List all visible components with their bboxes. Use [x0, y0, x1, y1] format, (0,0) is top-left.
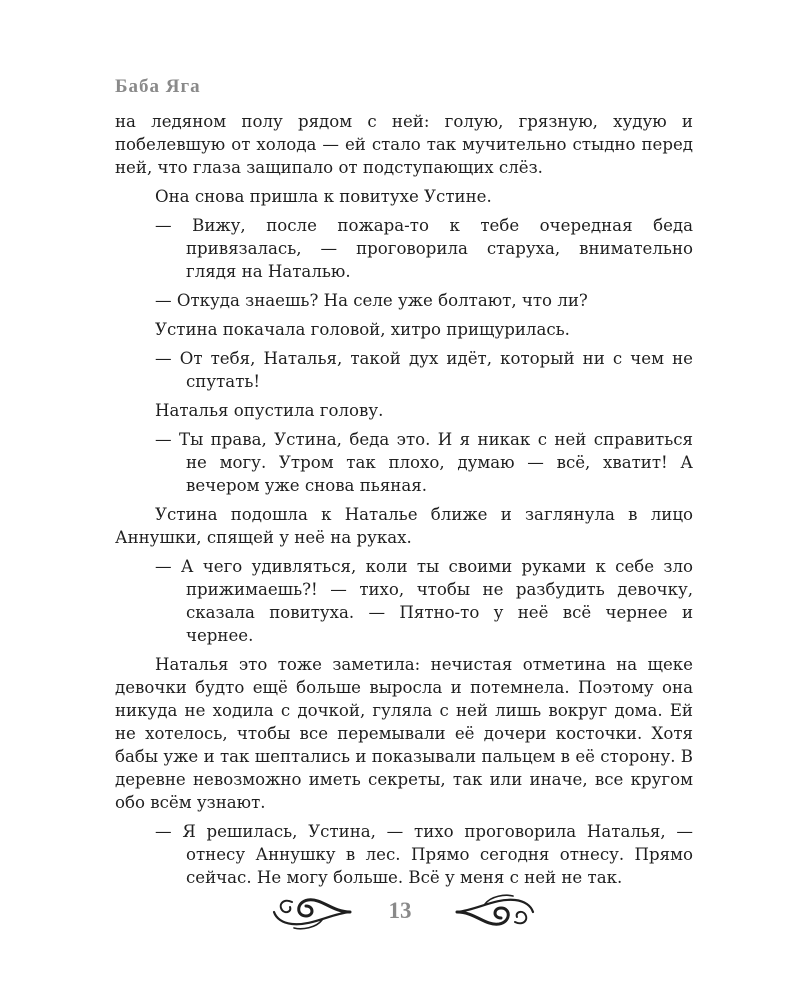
paragraph-continued: на ледяном полу рядом с ней: голую, грязную, худую и побелевшую от холода — ей стало так мучительно стыдно перед ней, что глаза защипало от подступающих слёз.: [115, 112, 693, 177]
dialogue-line: — Откуда знаешь? На селе уже болтают, что ли?: [155, 291, 588, 310]
dialogue-line: — Вижу, после пожара-то к тебе очередная беда привязалась, — проговорила старуха, внимательно глядя на Наталью.: [155, 216, 693, 281]
dialogue-line: — От тебя, Наталья, такой дух идёт, который ни с чем не спутать!: [155, 349, 693, 391]
page-number: 13: [388, 898, 412, 923]
paragraph: Наталья это тоже заметила: нечистая отметина на щеке девочки будто ещё больше выросла и потемнела. Поэтому она никуда не ходила с дочкой, гуляла с ней лишь вокруг дома. Ей не хотелось, чтобы все перемывали её дочери косточки. Хотя бабы уже и так шептались и показывали пальцем в её сторону. В деревне невозможно иметь секреты, так или иначе, все кругом обо всём узнают.: [115, 655, 693, 812]
page-footer: [0, 890, 800, 940]
dialogue-line: — А чего удивляться, коли ты своими руками к себе зло прижимаешь?! — тихо, чтобы не разбудить девочку, сказала повитуха. — Пятно-то у неё всё чернее и чернее.: [155, 557, 693, 645]
right-flourish-ornament-icon: [455, 892, 535, 932]
running-header: Баба Яга: [115, 76, 201, 97]
paragraph: Устина подошла к Наталье ближе и заглянула в лицо Аннушки, спящей у неё на руках.: [115, 505, 693, 547]
paragraph: Устина покачала головой, хитро прищурилась.: [155, 320, 570, 339]
left-flourish-ornament-icon: [272, 892, 352, 932]
dialogue-line: — Ты права, Устина, беда это. И я никак с ней справиться не могу. Утром так плохо, думаю — всё, хватит! А вечером уже снова пьяная.: [155, 430, 693, 495]
page-body: [115, 110, 693, 895]
paragraph: Она снова пришла к повитухе Устине.: [155, 187, 492, 206]
dialogue-line: — Я решилась, Устина, — тихо проговорила Наталья, — отнесу Аннушку в лес. Прямо сегодня отнесу. Прямо сейчас. Не могу больше. Всё у меня с ней не так.: [155, 822, 693, 887]
paragraph: Наталья опустила голову.: [155, 401, 384, 420]
